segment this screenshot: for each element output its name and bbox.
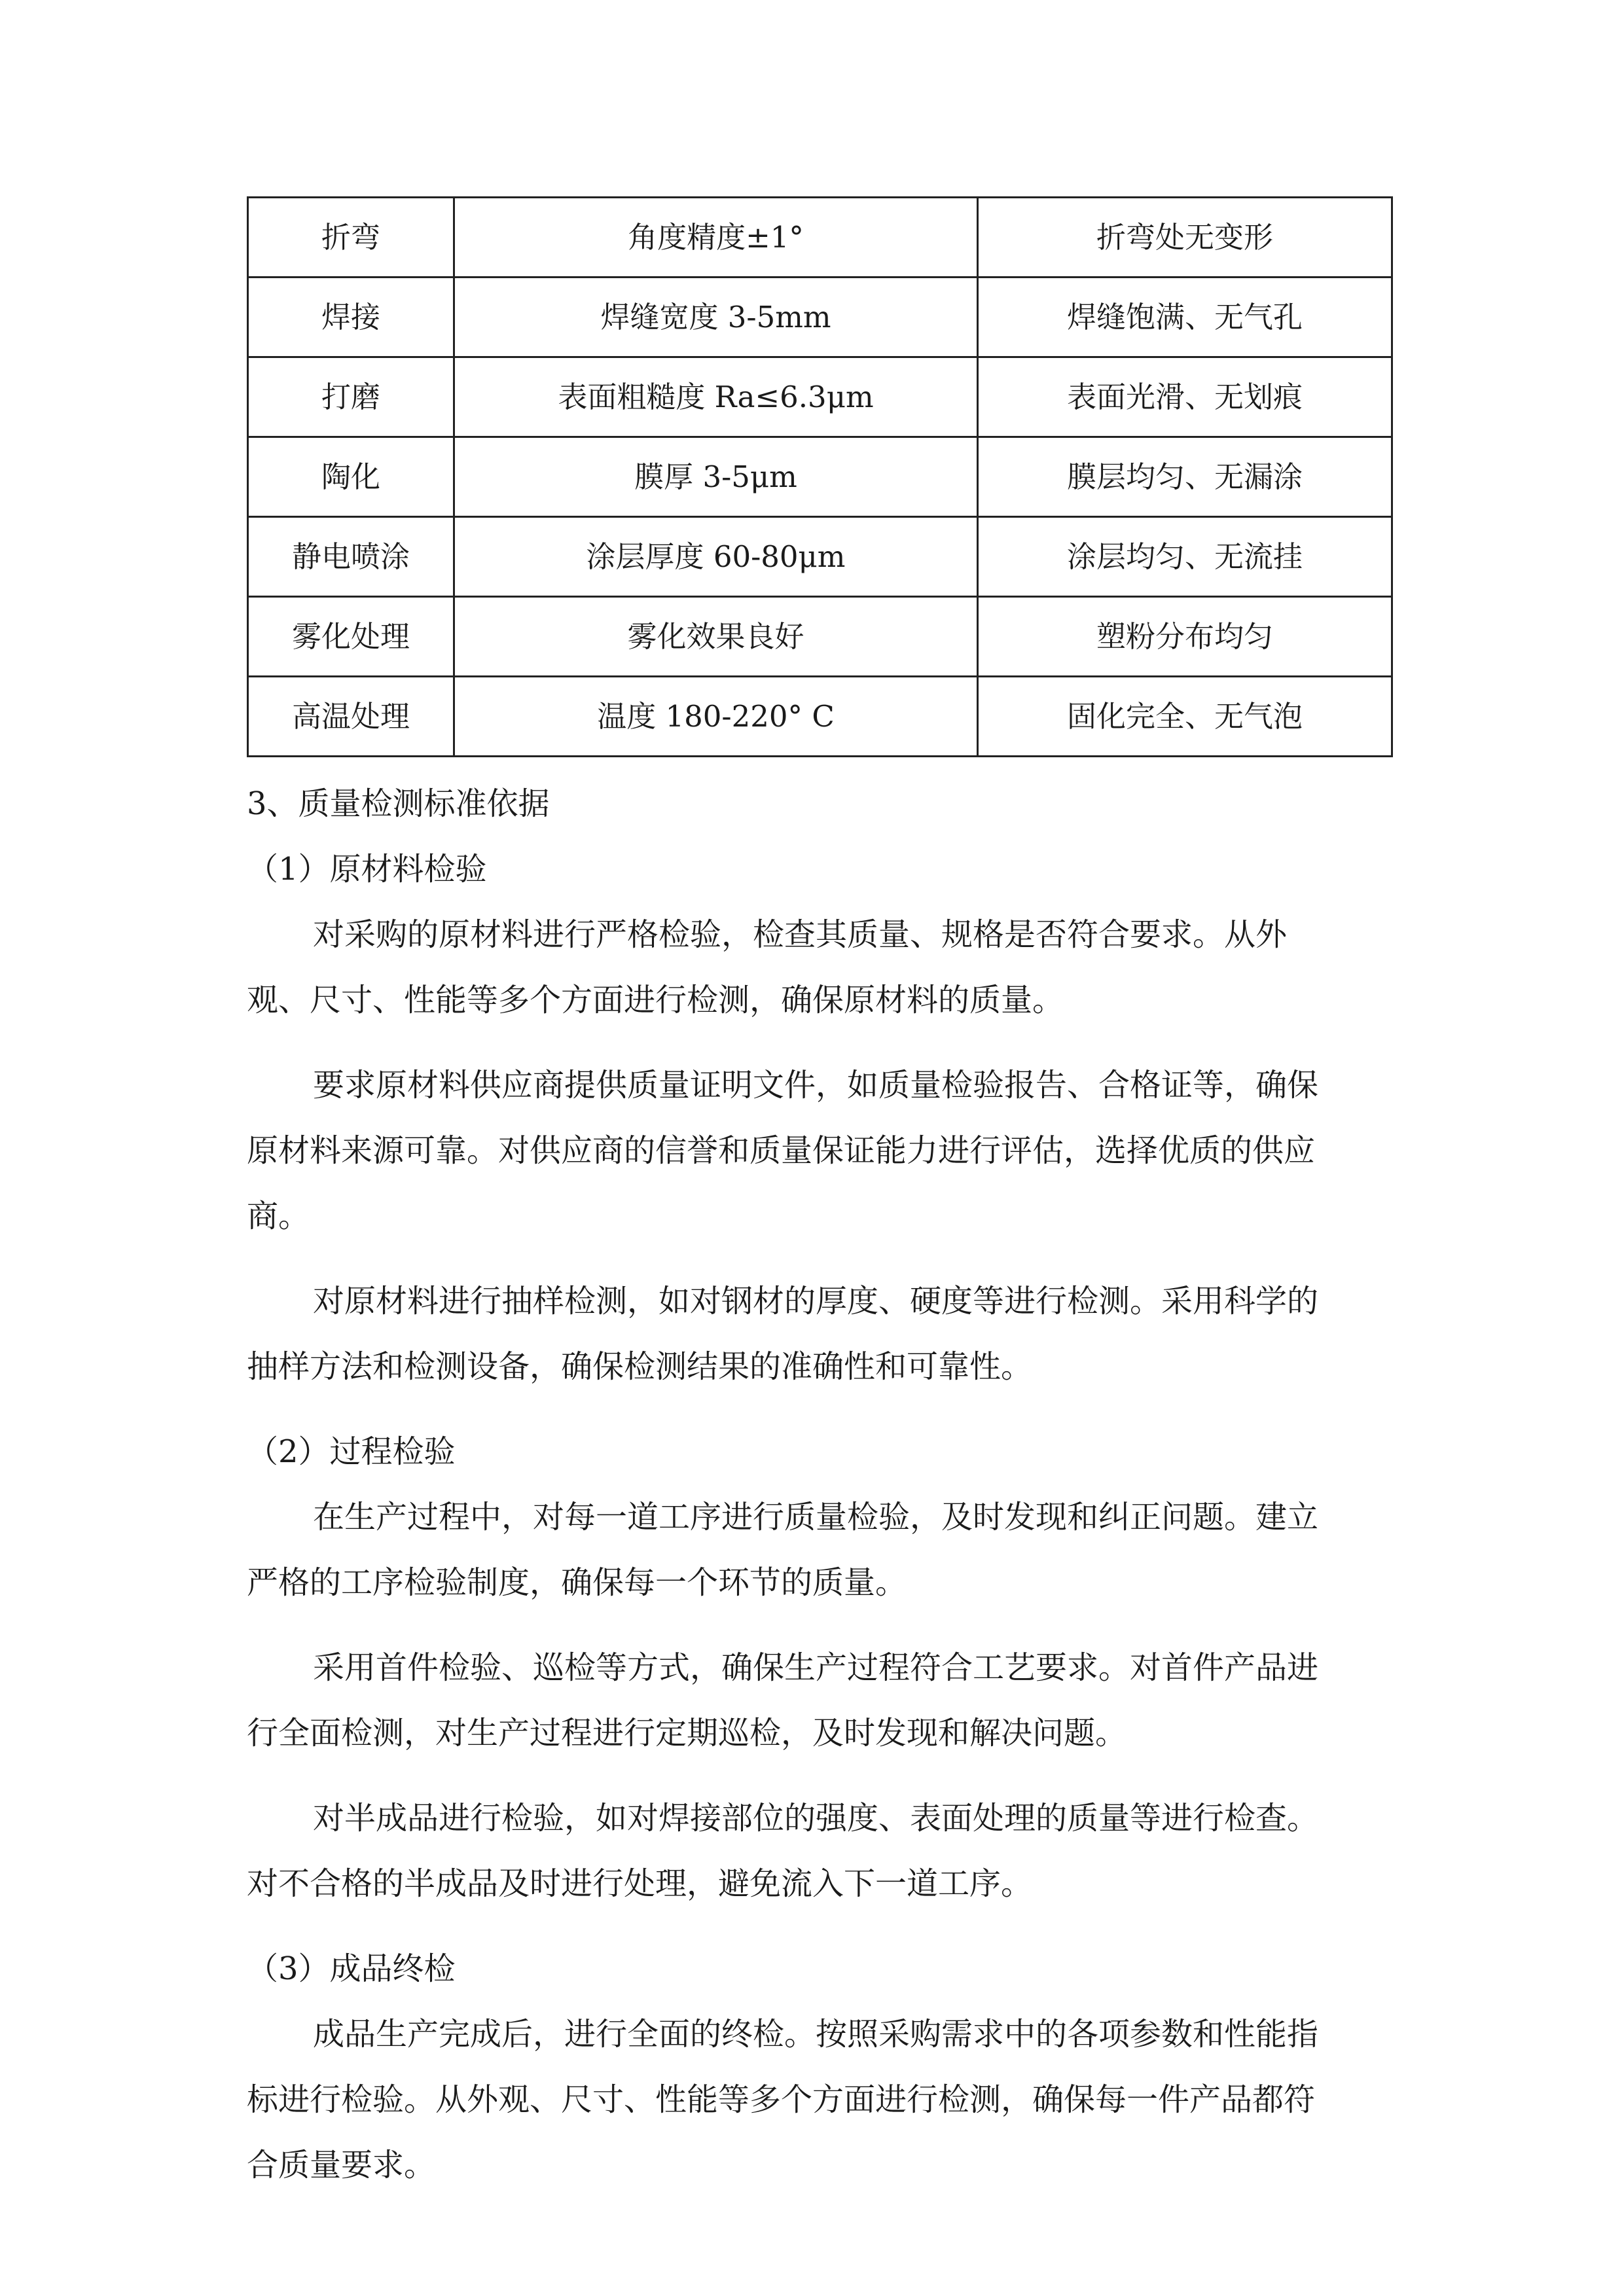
table-row: [248, 437, 1392, 517]
paragraph-line: 标进行检验。从外观、尺寸、性能等多个方面进行检测，确保每一件产品都符: [247, 2081, 1316, 2118]
process-cell: 陶化: [248, 437, 454, 517]
parameter-cell: 温度 180-220° C: [454, 677, 978, 757]
process-quality-table: [247, 196, 1393, 757]
table-row: [248, 278, 1392, 357]
table-row: [248, 517, 1392, 597]
paragraph-line: 要求原材料供应商提供质量证明文件，如质量检验报告、合格证等，确保: [313, 1067, 1319, 1103]
parameter-cell: 涂层厚度 60-80μm: [454, 517, 978, 597]
requirement-cell: 涂层均匀、无流挂: [978, 517, 1392, 597]
requirement-cell: 焊缝饱满、无气孔: [978, 278, 1392, 357]
process-cell: 高温处理: [248, 677, 454, 757]
process-cell: 打磨: [248, 357, 454, 437]
requirement-cell: 表面光滑、无划痕: [978, 357, 1392, 437]
table-row: [248, 198, 1392, 278]
process-cell: 折弯: [248, 198, 454, 278]
paragraph-line: 在生产过程中，对每一道工序进行质量检验，及时发现和纠正问题。建立: [313, 1499, 1319, 1535]
paragraph-line: 原材料来源可靠。对供应商的信誉和质量保证能力进行评估，选择优质的供应: [247, 1132, 1316, 1169]
paragraph-line: 对原材料进行抽样检测，如对钢材的厚度、硬度等进行检测。采用科学的: [313, 1283, 1319, 1319]
table-row: [248, 357, 1392, 437]
process-inspection-title: （2）过程检验: [247, 1433, 456, 1470]
table-row: [248, 597, 1392, 677]
paragraph-line: 对不合格的半成品及时进行处理，避免流入下一道工序。: [247, 1865, 1033, 1902]
parameter-cell: 表面粗糙度 Ra≤6.3μm: [454, 357, 978, 437]
paragraph-line: 抽样方法和检测设备，确保检测结果的准确性和可靠性。: [247, 1348, 1033, 1385]
paragraph-line: 对半成品进行检验，如对焊接部位的强度、表面处理的质量等进行检查。: [313, 1800, 1319, 1837]
parameter-cell: 膜厚 3-5μm: [454, 437, 978, 517]
section-heading: 3、质量检测标准依据: [247, 785, 550, 822]
paragraph-line: 严格的工序检验制度，确保每一个环节的质量。: [247, 1564, 907, 1601]
paragraph-line: 行全面检测，对生产过程进行定期巡检，及时发现和解决问题。: [247, 1715, 1127, 1751]
requirement-cell: 固化完全、无气泡: [978, 677, 1392, 757]
parameter-cell: 角度精度±1°: [454, 198, 978, 278]
requirement-cell: 折弯处无变形: [978, 198, 1392, 278]
paragraph-line: 观、尺寸、性能等多个方面进行检测，确保原材料的质量。: [247, 982, 1064, 1018]
parameter-cell: 焊缝宽度 3-5mm: [454, 278, 978, 357]
process-cell: 焊接: [248, 278, 454, 357]
paragraph-line: 商。: [247, 1198, 310, 1234]
table-row: [248, 677, 1392, 757]
process-cell: 静电喷涂: [248, 517, 454, 597]
process-cell: 雾化处理: [248, 597, 454, 677]
paragraph-line: 对采购的原材料进行严格检验，检查其质量、规格是否符合要求。从外: [313, 916, 1288, 953]
parameter-cell: 雾化效果良好: [454, 597, 978, 677]
requirement-cell: 膜层均匀、无漏涂: [978, 437, 1392, 517]
paragraph-line: 合质量要求。: [247, 2147, 436, 2183]
paragraph-line: 采用首件检验、巡检等方式，确保生产过程符合工艺要求。对首件产品进: [313, 1649, 1319, 1686]
paragraph-line: 成品生产完成后，进行全面的终检。按照采购需求中的各项参数和性能指: [313, 2016, 1319, 2053]
raw-material-title: （1）原材料检验: [247, 851, 487, 888]
final-inspection-title: （3）成品终检: [247, 1950, 456, 1987]
requirement-cell: 塑粉分布均匀: [978, 597, 1392, 677]
